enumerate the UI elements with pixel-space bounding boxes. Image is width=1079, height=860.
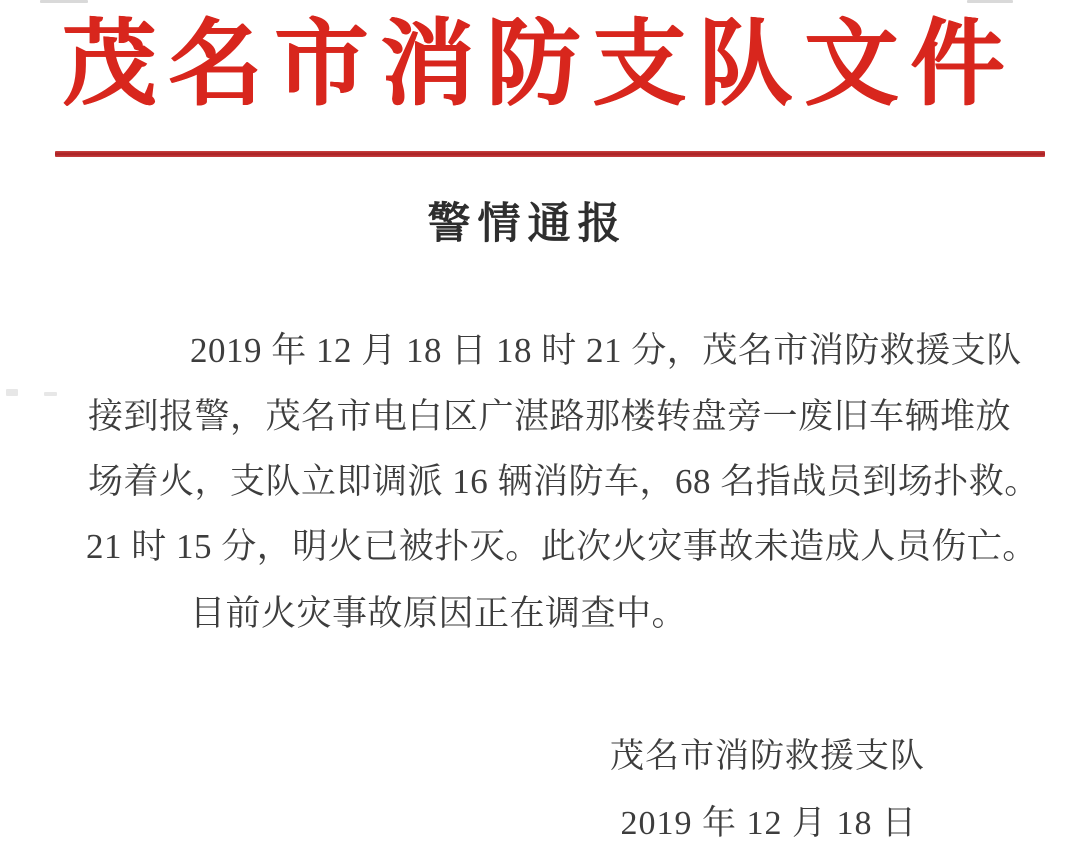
signature-date: 2019 年 12 月 18 日: [620, 805, 917, 842]
scan-artifact: [44, 392, 57, 396]
body-line-5: 目前火灾事故原因正在调查中。: [190, 594, 688, 633]
body-line-2: 接到报警，茂名市电白区广湛路那楼转盘旁一废旧车辆堆放: [88, 397, 1012, 436]
scan-artifact: [40, 0, 88, 3]
body-line-3: 场着火，支队立即调派 16 辆消防车，68 名指战员到场扑救。: [88, 462, 1040, 501]
scan-artifact: [6, 389, 18, 396]
document-title: 警情通报: [427, 201, 628, 248]
body-line-1: 2019 年 12 月 18 日 18 时 21 分，茂名市消防救援支队: [190, 331, 1022, 370]
letterhead-rule: [55, 151, 1045, 157]
letterhead-title: 茂名市消防支队文件: [62, 13, 1017, 117]
body-line-4: 21 时 15 分，明火已被扑灭。此次火灾事故未造成人员伤亡。: [86, 527, 1038, 566]
signature-org: 茂名市消防救援支队: [610, 738, 925, 775]
scan-artifact: [967, 0, 1013, 3]
